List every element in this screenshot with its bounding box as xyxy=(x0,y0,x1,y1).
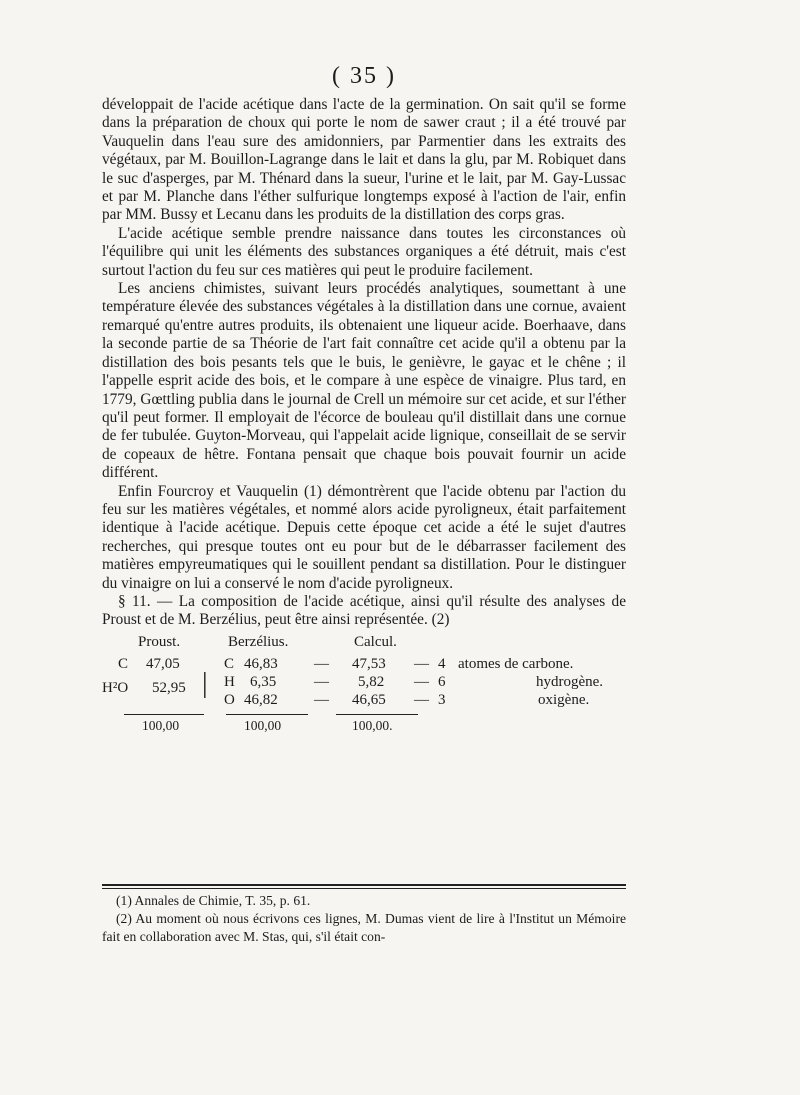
dash: — xyxy=(314,655,329,672)
footnote-rule-top xyxy=(102,884,626,886)
paragraph-section-11: § 11. — La composition de l'acide acétique, ainsi qu'il résulte des analyses de Proust et de M. Berzélius, peut être ainsi représentée. (2) xyxy=(102,592,626,629)
total-berzelius: 100,00 xyxy=(244,717,282,733)
dash: — xyxy=(314,691,329,708)
page-body xyxy=(102,62,626,734)
name-row-c: atomes de carbone. xyxy=(458,655,574,672)
proust-h2o-value: 52,95 xyxy=(152,679,186,696)
proust-c-label: C xyxy=(118,655,129,672)
paragraph-naissance: L'acide acétique semble prendre naissance dans toutes les circonstances où l'équilibre qui unit les éléments des substances organiques a été détruit, mais c'est surtout l'action du feu sur ces matières qui peut le produire facilement. xyxy=(102,224,626,279)
dash: — xyxy=(414,673,429,690)
dash: — xyxy=(414,655,429,672)
composition-table xyxy=(102,634,626,734)
berz-row-c-el: C xyxy=(224,655,235,672)
header-berzelius: Berzélius. xyxy=(228,633,289,650)
proust-h2o-label: H²O xyxy=(102,679,129,696)
paragraph-anciens-chimistes: Les anciens chimistes, suivant leurs procédés analytiques, soumettant à une température élevée des substances végétales à la distillation dans une cornue, avaient remarqué qu'entre autres produits, ils obtenaient une liqueur acide. Boerhaave, dans la seconde partie de sa Théorie de l'art fait connaître cet acide qu'il a obtenu par la distillation des bois pesants tels que le buis, le genièvre, le gayac et le chêne ; il l'appelle esprit acide des bois, et le compare à une espèce de vinaigre. Plus tard, en 1779, Gœttling publia dans le journal de Crell un mémoire sur cet acide, et sur l'éther qu'il peut former. Il employait de l'écorce de bouleau qu'il distillait dans une cornue de fer tubulée. Guyton-Morveau, qui l'appelait acide lignique, conseillait de se servir de copeaux de hêtre. Fontana pensait que chaque bois pouvait fournir un acide différent. xyxy=(102,280,626,482)
brace-divider: | xyxy=(202,667,208,699)
name-row-h: hydrogène. xyxy=(536,673,604,690)
total-rule-proust xyxy=(124,714,204,715)
paragraph-fourcroy: Enfin Fourcroy et Vauquelin (1) démontrèrent que l'acide obtenu par l'action du feu sur les matières végétales, et nommé alors acide pyroligneux, était parfaitement identique à l'acide acétique. Depuis cette époque cet acide a été le sujet d'autres recherches, qui presque toutes ont eu pour but de le débarrasser facilement des matières empyreumatiques qui le souillent pendant sa distillation. Pour le distinguer du vinaigre on lui a conservé le nom d'acide pyroligneux. xyxy=(102,482,626,592)
footnotes xyxy=(102,892,626,946)
dash: — xyxy=(414,691,429,708)
total-calcul: 100,00. xyxy=(352,717,393,733)
total-rule-berzelius xyxy=(226,714,308,715)
berz-row-h-value: 6,35 xyxy=(250,673,277,690)
berz-row-o-el: O xyxy=(224,691,235,708)
name-row-o: oxigène. xyxy=(538,691,590,708)
berz-row-c-value: 46,83 xyxy=(244,655,278,672)
calc-row-c-value: 47,53 xyxy=(352,655,386,672)
footnote-1: (1) Annales de Chimie, T. 35, p. 61. xyxy=(116,893,311,908)
berz-row-h-el: H xyxy=(224,673,235,690)
atoms-row-c: 4 xyxy=(438,655,446,672)
header-calcul: Calcul. xyxy=(354,633,397,650)
footnote-rule-bottom xyxy=(102,888,626,889)
calc-row-h-value: 5,82 xyxy=(358,673,385,690)
total-proust: 100,00 xyxy=(142,717,180,733)
total-rule-calcul xyxy=(336,714,418,715)
berz-row-o-value: 46,82 xyxy=(244,691,278,708)
proust-c-value: 47,05 xyxy=(146,655,180,672)
page-number: ( 35 ) xyxy=(332,63,396,89)
calc-row-o-value: 46,65 xyxy=(352,691,386,708)
paragraph-germination: développait de l'acide acétique dans l'acte de la germination. On sait qu'il se forme dans la préparation de choux qui porte le nom de sawer craut ; il a été trouvé par Vauquelin dans l'eau sure des amidonniers, par Parmentier dans les extraits des végétaux, par M. Bouillon-Lagrange dans le lait et dans la glu, par M. Robiquet dans le suc d'asperges, par M. Thénard dans la sueur, l'urine et le lait, par M. Gay-Lussac et par M. Planche dans l'éther sulfurique longtemps exposé à l'action de l'air, enfin par MM. Bussy et Lecanu dans les produits de la distillation des corps gras. xyxy=(102,96,626,224)
dash: — xyxy=(314,673,329,690)
atoms-row-o: 3 xyxy=(438,691,446,708)
atoms-row-h: 6 xyxy=(438,673,446,690)
header-proust: Proust. xyxy=(138,633,181,650)
footnote-2: (2) Au moment où nous écrivons ces lignes, M. Dumas vient de lire à l'Institut un Mémoire fait en collaboration avec M. Stas, qui, s'il était con- xyxy=(102,911,626,944)
